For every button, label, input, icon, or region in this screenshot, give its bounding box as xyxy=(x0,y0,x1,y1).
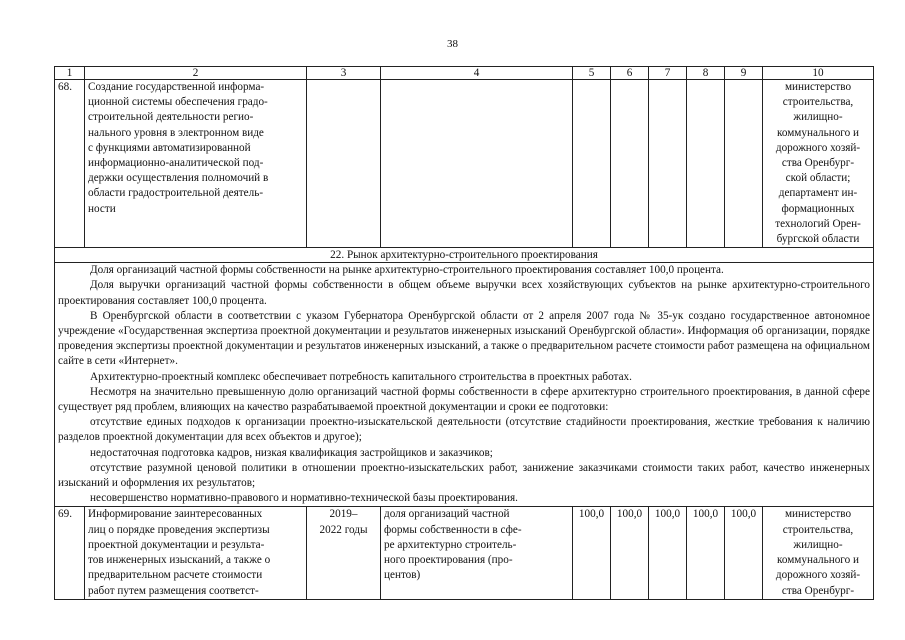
paragraph: В Оренбургской области в соответствии с указом Губернатора Оренбургской области от 2 апреля 2007 года № 35-ук создано государственное автономное учреждение «Государственная экспертиза проектной документации и результатов инженерных изысканий Оренбургской области». Информация об организации, порядке проведения экспертизы проектной документации и результатов инженерных изысканий, а также о предварительном расчете стоимости работ размещена на официальном сайте в сети «Интернет». xyxy=(58,309,870,368)
text-line: коммунального и xyxy=(776,554,859,567)
indicator-value: 100,0 xyxy=(573,507,611,599)
text-line: проектной документации и результа- xyxy=(88,538,265,551)
paragraph: отсутствие единых подходов к организации проектно-изыскательской деятельности (отсутствие стадийности проектирования, жесткие требования к наличию разделов проектной документации для всех объектов и другое); xyxy=(58,416,870,444)
paragraph: несовершенство нормативно-правового и нормативно-технической базы проектирования. xyxy=(90,492,518,505)
text-line: министерство xyxy=(784,81,852,93)
empty-cell xyxy=(381,80,573,248)
text-line: министерство xyxy=(784,508,852,521)
empty-cell xyxy=(573,80,611,248)
row-number: 69. xyxy=(55,507,85,599)
text-line: тов инженерных изысканий, а также о xyxy=(88,554,271,567)
column-header: 1 xyxy=(55,67,85,80)
paragraph: отсутствие разумной ценовой политики в отношении проектно-изыскательских работ, занижение заказчиками стоимости таких работ, качество инженерных изысканий и оформления их результатов; xyxy=(58,461,870,490)
column-header: 6 xyxy=(611,67,649,80)
paragraph: Доля организаций частной формы собственности на рынке архитектурно-строительного проектирования составляет 100,0 процента. xyxy=(90,264,724,277)
text-line: предварительном расчете стоимости xyxy=(88,569,263,582)
text-line: ской области; xyxy=(785,172,851,185)
text-line: 2019– xyxy=(329,508,358,521)
text-line: строительства, xyxy=(782,523,854,536)
implementation-period xyxy=(307,507,381,599)
paragraph: недостаточная подготовка кадров, низкая квалификация застройщиков и заказчиков; xyxy=(90,446,493,459)
row-number: 68. xyxy=(55,80,85,248)
text-line: держки осуществления полномочий в xyxy=(88,172,269,185)
text-line: лиц о порядке проведения экспертизы xyxy=(88,523,270,536)
indicator-value: 100,0 xyxy=(725,507,763,599)
text-line: с функциями автоматизированной xyxy=(88,141,251,154)
text-line: жилищно- xyxy=(793,538,843,551)
empty-cell xyxy=(611,80,649,248)
text-line: доля организаций частной xyxy=(384,508,510,521)
text-line: формы собственности в сфе- xyxy=(384,523,522,536)
text-line: бургской области xyxy=(776,233,860,246)
text-line: Информирование заинтересованных xyxy=(88,508,263,521)
empty-cell xyxy=(649,80,687,248)
empty-cell xyxy=(687,80,725,248)
indicator-value: 100,0 xyxy=(611,507,649,599)
page-number: 38 xyxy=(447,38,458,50)
text-line: жилищно- xyxy=(793,111,843,124)
indicator-name xyxy=(381,507,573,599)
text-line: ного проектирования (про- xyxy=(384,554,513,567)
text-line: строительной деятельности регио- xyxy=(88,111,254,124)
table-row-69 xyxy=(55,507,874,599)
text-line: информационно-аналитической под- xyxy=(88,157,264,170)
text-line: департамент ин- xyxy=(778,187,858,200)
text-line: ционной системы обеспечения градо- xyxy=(88,96,268,109)
responsible-executor xyxy=(763,80,874,248)
text-line: ства Оренбург- xyxy=(781,157,855,170)
text-line: дорожного хозяй- xyxy=(775,141,861,154)
text-line: технологий Орен- xyxy=(775,217,861,230)
column-header: 10 xyxy=(763,67,874,80)
column-header: 7 xyxy=(649,67,687,80)
column-header: 2 xyxy=(85,67,307,80)
empty-cell xyxy=(307,80,381,248)
column-header: 8 xyxy=(687,67,725,80)
empty-cell xyxy=(725,80,763,248)
text-line: коммунального и xyxy=(776,126,859,139)
paragraph: Несмотря на значительно превышенную долю организаций частной формы собственности в сфере архитектурно строительного проектирования, в данной сфере существует ряд проблем, влияющих на качество разрабатываемой проектной документации и сроки ее подготовки: xyxy=(58,385,870,414)
measure-description xyxy=(85,80,307,248)
column-number-row xyxy=(55,67,874,80)
text-line: центов) xyxy=(384,569,421,582)
text-line: ности xyxy=(88,202,116,215)
text-line: дорожного хозяй- xyxy=(775,569,861,582)
section-body xyxy=(55,263,874,507)
text-line: ства Оренбург- xyxy=(781,584,855,597)
paragraph: Архитектурно-проектный комплекс обеспечивает потребность капитального строительства в проектных работах. xyxy=(90,370,632,383)
text-line: формационных xyxy=(781,202,855,215)
program-table xyxy=(54,66,874,600)
text-line: 2022 годы xyxy=(319,523,368,536)
column-header: 3 xyxy=(307,67,381,80)
indicator-value: 100,0 xyxy=(687,507,725,599)
text-line: нального уровня в электронном виде xyxy=(88,126,264,139)
table-row-68 xyxy=(55,80,874,248)
section-title: 22. Рынок архитектурно-строительного проектирования xyxy=(55,248,874,263)
paragraph: Доля выручки организаций частной формы собственности в общем объеме выручки всех хозяйствующих субъектов на рынке архитектурно-строительного проектирования составляет 100,0 процента. xyxy=(58,279,870,307)
text-line: работ путем размещения соответст- xyxy=(88,584,259,597)
responsible-executor xyxy=(763,507,874,599)
column-header: 4 xyxy=(381,67,573,80)
column-header: 5 xyxy=(573,67,611,80)
text-line: строительства, xyxy=(782,96,854,109)
text-line: области градостроительной деятель- xyxy=(88,187,264,200)
measure-description xyxy=(85,507,307,599)
section-text-row xyxy=(55,263,874,507)
text-line: Создание государственной информа- xyxy=(88,81,265,93)
indicator-value: 100,0 xyxy=(649,507,687,599)
column-header: 9 xyxy=(725,67,763,80)
text-line: ре архитектурно строитель- xyxy=(384,538,517,551)
section-heading-row xyxy=(55,248,874,263)
